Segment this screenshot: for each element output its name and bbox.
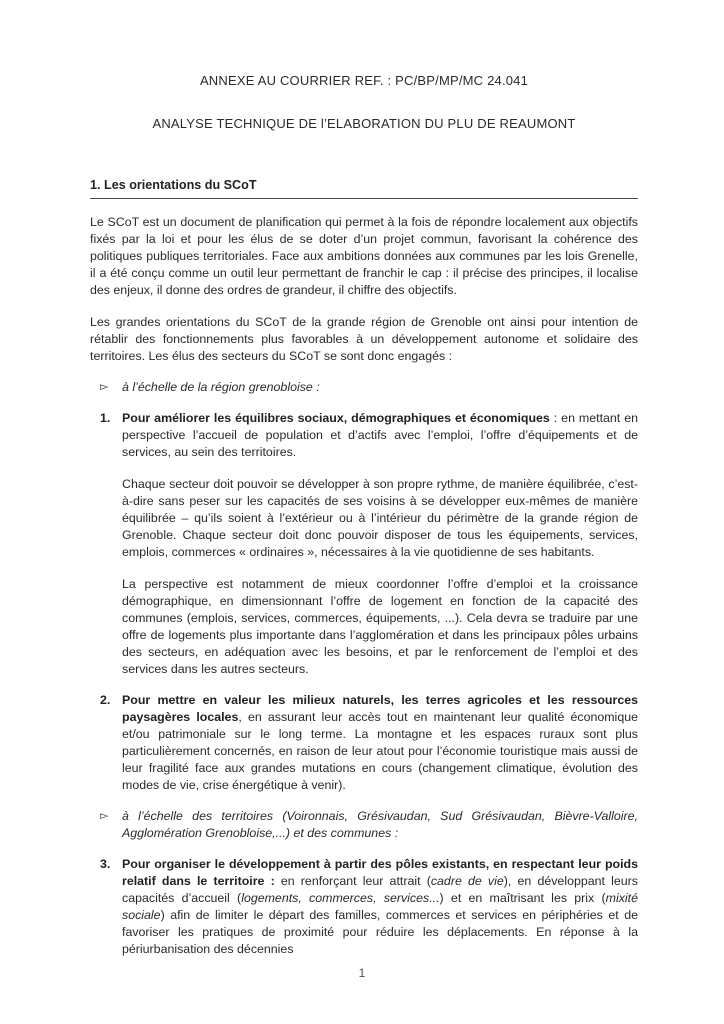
item1-paragraph-perspective: La perspective est notamment de mieux coordonner l’offre d’emploi et la croissance démographique, en dimensionnant l’offre de logement en fonction de la capacité des communes (emplois, services, commerces, équipements, ...). Cela devra se traduire par une offre de logements plus importante dans l’agglomération et dans les principaux pôles urbains des secteurs, en adéquation avec les besoins, et par le renforcement de l’emploi et des services dans les autres secteurs. <box>122 577 638 676</box>
item-number: 1. <box>100 411 111 425</box>
item-text <box>122 410 638 461</box>
text-run: ), en développant leurs capacités d’accueil ( <box>122 874 638 905</box>
item1-paragraph-secteur: Chaque secteur doit pouvoir se développer à son propre rythme, de manière équilibrée, c’est-à-dire sans peser sur les capacités de ses voisins à se développer eux-mêmes de manière équilibrée – qu’ils soient à l’extérieur ou à l’intérieur du périmètre de la grande région de Grenoble. Chaque secteur doit donc pouvoir disposer de tous les équipements, services, emplois, commerces « ordinaires », nécessaires à la vie quotidienne de ses habitants. <box>122 477 638 559</box>
bullet-region-scale <box>90 379 638 396</box>
arrow-bullet-icon: ▻ <box>100 381 109 393</box>
bullet-region-label: à l’échelle de la région grenobloise : <box>122 380 320 394</box>
text-run: cadre de vie <box>430 874 504 888</box>
arrow-bullet-icon: ▻ <box>100 810 109 822</box>
bullet-territories-scale <box>90 808 638 842</box>
item1-bold-lead: Pour améliorer les équilibres sociaux, démographiques et économiques <box>122 411 550 425</box>
numbered-item-3 <box>90 856 638 958</box>
item-number: 3. <box>100 857 111 871</box>
paragraph-scot-intro: Le SCoT est un document de planification qui permet à la fois de répondre localement aux objectifs fixés par la loi et pour les élus de se doter d’un projet commun, favorisant la cohérence des politiques publiques territoriales. Face aux ambitions données aux communes par les lois Grenelle, il a été conçu comme un outil leur permettant de franchir le cap : il précise des principes, il localise des enjeux, il donne des ordres de grandeur, il chiffre des objectifs. <box>90 215 638 297</box>
section-heading: 1. Les orientations du SCoT <box>90 178 638 199</box>
item-text <box>122 856 638 958</box>
page-number: 1 <box>358 966 366 980</box>
text-run: Pour organiser le développement à partir des pôles existants, en respectant leur poids relatif dans le territoire : <box>122 857 638 888</box>
bullet-territories-label: à l’échelle des territoires (Voironnais, Grésivaudan, Sud Grésivaudan, Bièvre-Valloire, Agglomération Grenobloise,...) et des communes : <box>122 809 638 840</box>
document-content <box>90 72 638 958</box>
item2-rest: , en assurant leur accès tout en maintenant leur qualité économique et/ou patrimoniale sur le long terme. La montagne et les espaces ruraux sont plus particulièrement concernés, en raison de leur atout pour l’économie touristique mais aussi de leur fragilité face aux grandes mutations en cours (changement climatique, évolution des modes de vie, crise énergétique à venir). <box>122 710 638 792</box>
document-title: ANALYSE TECHNIQUE DE l’ELABORATION DU PLU DE REAUMONT <box>152 116 576 131</box>
annex-reference-line: ANNEXE AU COURRIER REF. : PC/BP/MP/MC 24.041 <box>199 73 529 88</box>
text-run: en renforçant leur attrait ( <box>280 874 431 888</box>
numbered-item-2 <box>90 692 638 794</box>
text-run: ) et en maîtrisant les prix ( <box>439 891 606 905</box>
text-run: logements, commerces, services... <box>241 891 440 905</box>
paragraph-scot-orientations: Les grandes orientations du SCoT de la grande région de Grenoble ont ainsi pour intention de rétablir des fonctionnements plus favorables à un développement autonome et solidaire des territoires. Les élus des secteurs du SCoT se sont donc engagés : <box>90 315 638 363</box>
text-run: ) afin de limiter le départ des familles, commerces et services en périphéries et de favoriser les pratiques de proximité pour réduire les déplacements. En réponse à la périurbanisation des décennies <box>122 908 638 956</box>
item2-bold-lead: Pour mettre en valeur les milieux naturels, les terres agricoles et les ressources paysagères locales <box>122 693 638 724</box>
numbered-item-1 <box>90 410 638 461</box>
item-number: 2. <box>100 693 111 707</box>
item-text <box>122 692 638 794</box>
item1-rest: : en mettant en perspective l’accueil de population et d’actifs avec l’emploi, l’offre d’équipements et de services, au sein des territoires. <box>122 411 638 459</box>
text-run: mixité sociale <box>122 891 638 922</box>
